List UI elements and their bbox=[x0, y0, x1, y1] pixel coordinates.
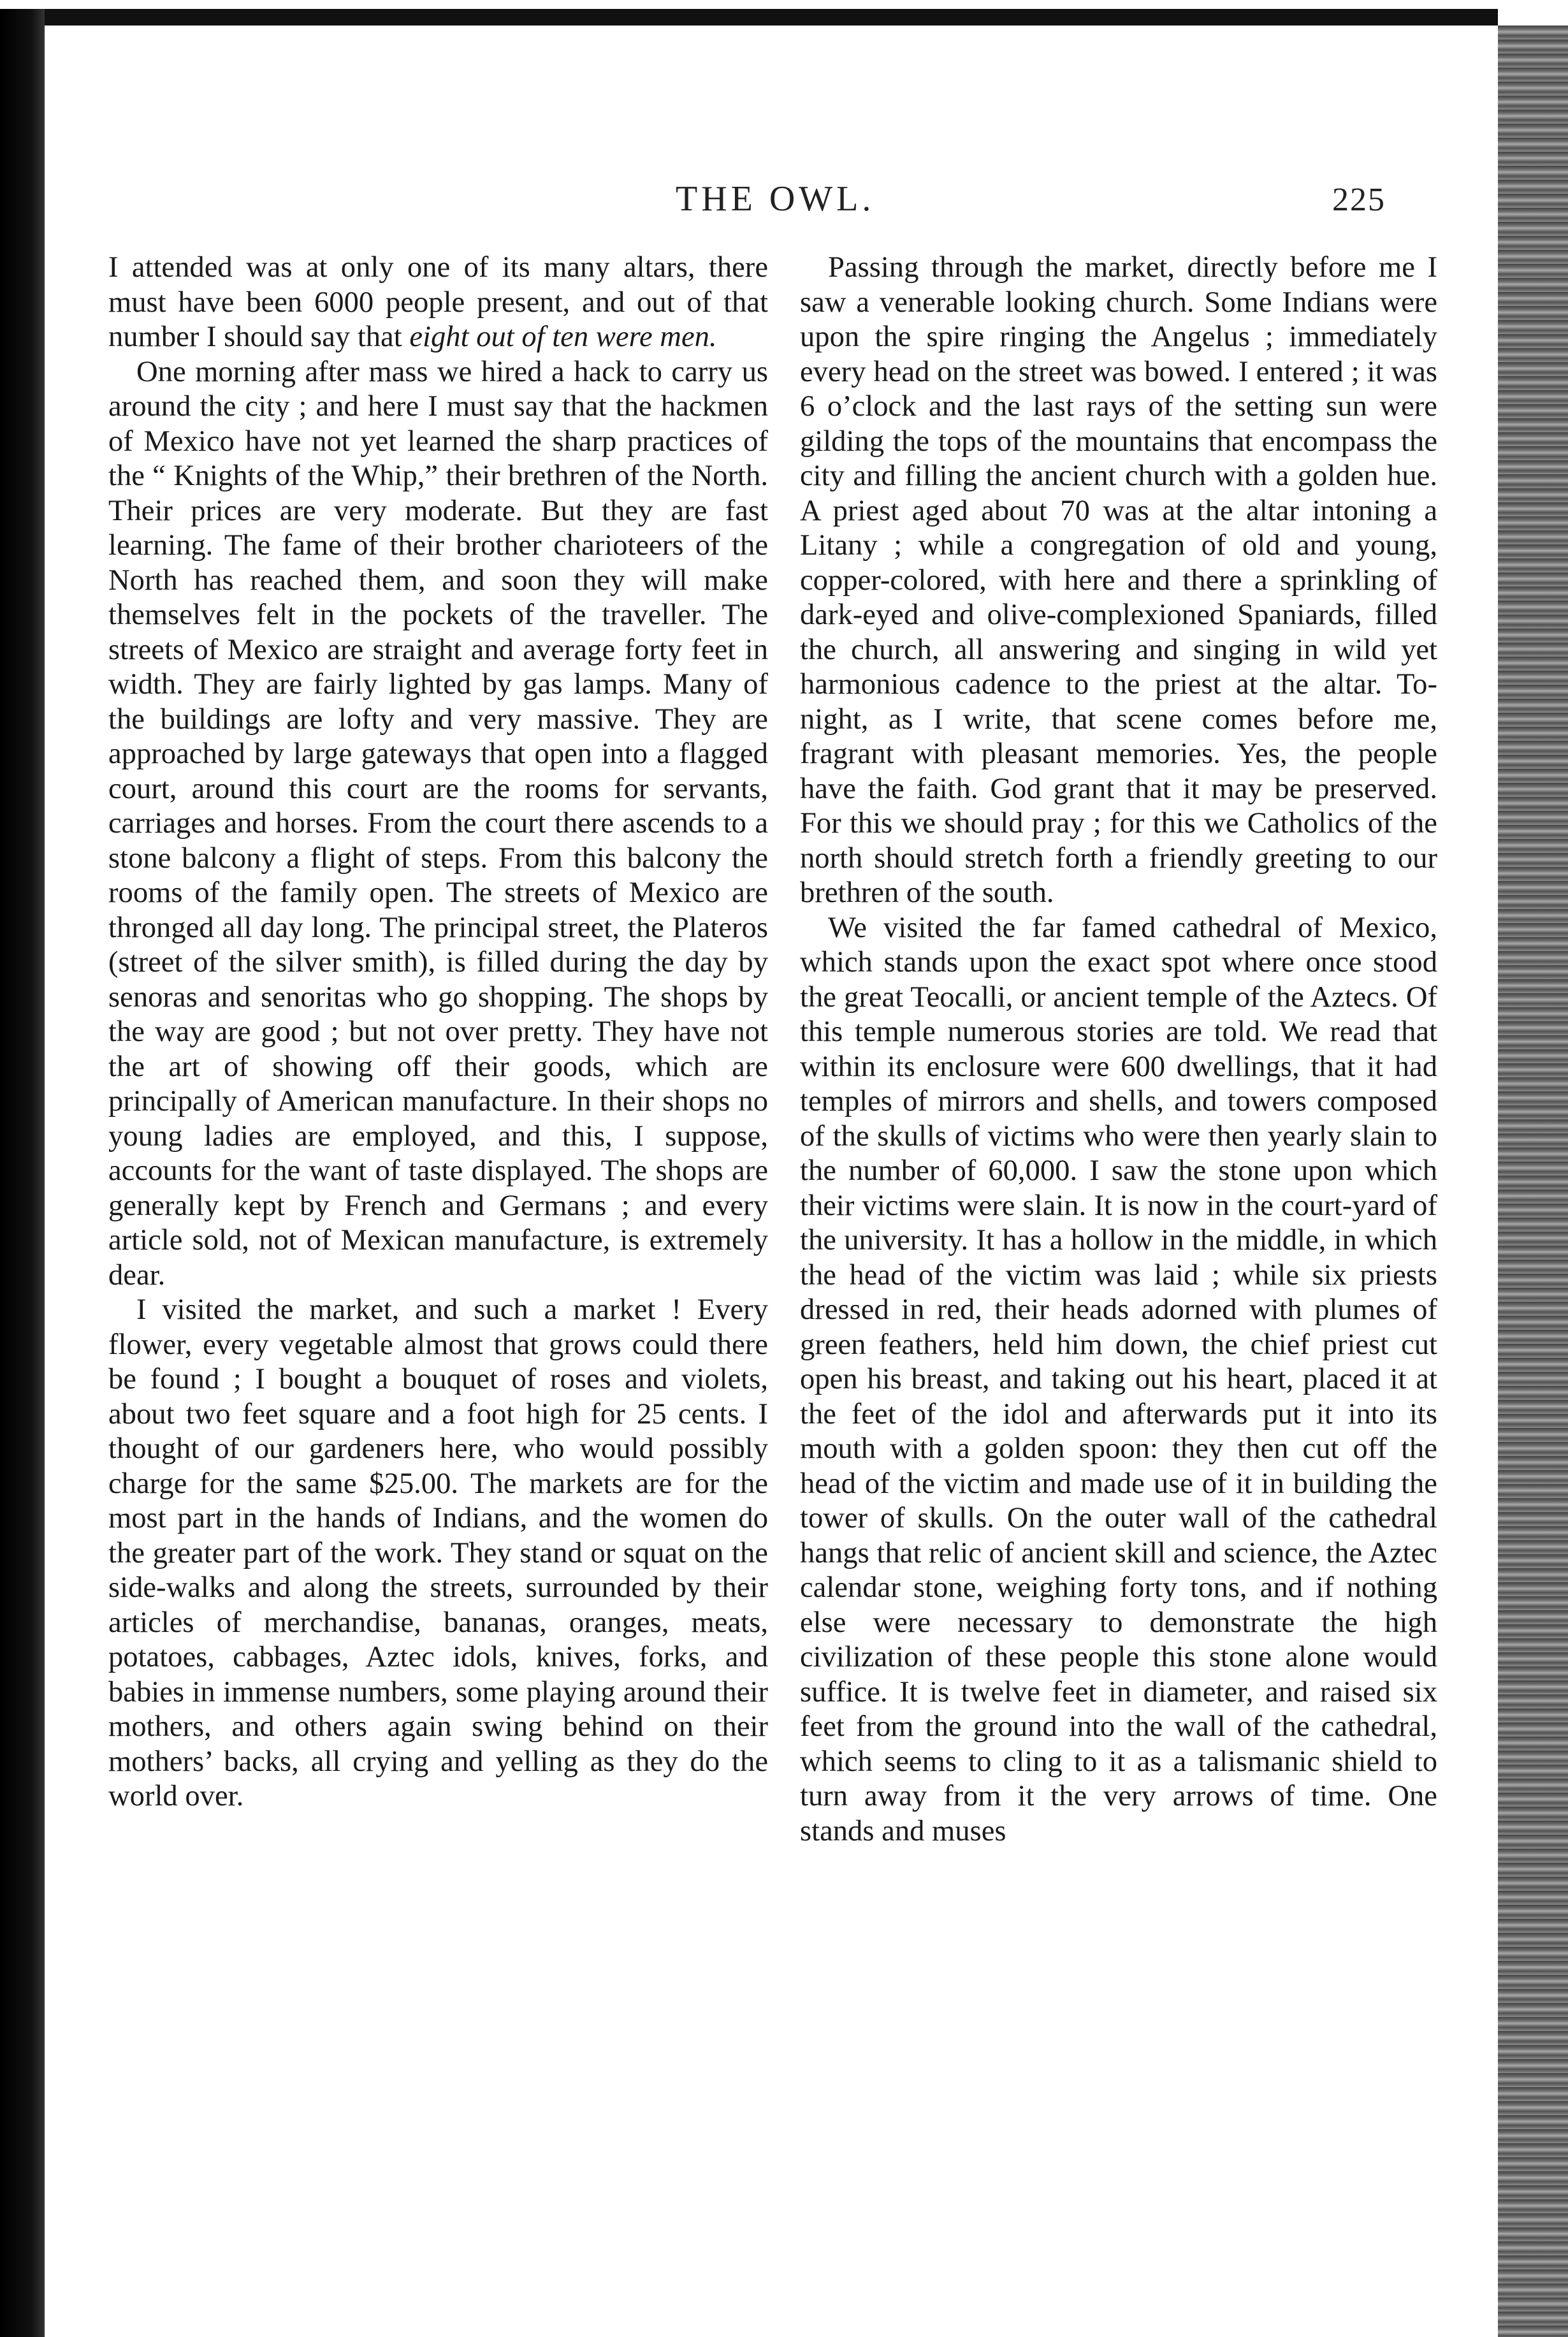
left-column bbox=[108, 250, 768, 2283]
page-number: 225 bbox=[1332, 182, 1386, 218]
paragraph: I visited the market, and such a market ! Every flower, every vegetable almost that grows could there be found ; I bought a bouquet of roses and violets, about two feet square and a foot high for 25 cents. I thought of our gardeners here, who would possibly charge for the same $25.00. The markets are for the most part in the hands of Indians, and the women do the greater part of the work. They stand or squat on the side-walks and along the streets, surrounded by their articles of merchandise, bananas, oranges, meats, potatoes, cabbages, Aztec idols, knives, forks, and babies in immense numbers, some playing around their mothers, and others again swing behind on their mothers’ backs, all crying and yelling as they do the world over. bbox=[108, 1293, 768, 1812]
paragraph: We visited the far famed cathedral of Mexico, which stands upon the exact spot where once stood the great Teocalli, or ancient temple of the Aztecs. Of this temple numerous stories are told. We read that within its enclosure were 600 dwellings, that it had temples of mirrors and shells, and towers composed of the skulls of victims who were then yearly slain to the number of 60,000. I saw the stone upon which their victims were slain. It is now in the court-yard of the university. It has a hollow in the middle, in which the head of the victim was laid ; while six priests dressed in red, their heads adorned with plumes of green feathers, held him down, the chief priest cut open his breast, and taking out his heart, placed it at the feet of the idol and afterwards put it into its mouth with a golden spoon: they then cut off the head of the victim and made use of it in building the tower of skulls. On the outer wall of the cathedral hangs that relic of ancient skill and science, the Aztec calendar stone, weighing forty tons, and if nothing else were necessary to demonstrate the high civilization of these people this stone alone would suffice. It is twelve feet in diameter, and raised six feet from the ground into the wall of the cathedral, which seems to cling to it as a talismanic shield to turn away from it the very arrows of time. One stands and muses bbox=[800, 910, 1437, 1847]
right-column bbox=[800, 250, 1437, 2283]
italic-phrase: eight out of ten were men. bbox=[409, 320, 717, 353]
top-scan-border bbox=[38, 9, 1498, 25]
right-scan-border bbox=[1498, 25, 1568, 2337]
paragraph: One morning after mass we hired a hack to carry us around the city ; and here I must say that the hackmen of Mexico have not yet learned the sharp practices of the “ Knights of the Whip,” their brethren of the North. Their prices are very moderate. But they are fast learning. The fame of their brother charioteers of the North has reached them, and soon they will make themselves felt in the pockets of the traveller. The streets of Mexico are straight and average forty feet in width. They are fairly lighted by gas lamps. Many of the buildings are lofty and very massive. They are approached by large gateways that open into a flagged court, around this court are the rooms for servants, carriages and horses. From the court there ascends to a stone balcony a flight of steps. From this balcony the rooms of the family open. The streets of Mexico are thronged all day long. The principal street, the Plateros (street of the silver smith), is filled during the day by senoras and senoritas who go shopping. The shops by the way are good ; but not over pretty. They have not the art of showing off their goods, which are principally of American manufacture. In their shops no young ladies are employed, and this, I suppose, accounts for the want of taste displayed. The shops are generally kept by French and Germans ; and every article sold, not of Mexican manufacture, is extremely dear. bbox=[108, 354, 768, 1292]
running-head bbox=[0, 178, 1568, 229]
page-title: THE OWL. bbox=[676, 179, 875, 219]
paragraph bbox=[108, 250, 768, 354]
paragraph-text: I attended was at only one of its many altars, there must have been 6000 people present, and out of that number I should say that bbox=[108, 251, 768, 353]
paragraph: Passing through the market, directly before me I saw a venerable looking church. Some Indians were upon the spire ringing the Angelus ; immediately every head on the street was bowed. I entered ; it was 6 o’clock and the last rays of the setting sun were gilding the tops of the mountains that encompass the city and filling the ancient church with a golden hue. A priest aged about 70 was at the altar intoning a Litany ; while a congregation of old and young, copper-colored, with here and there a sprinkling of dark-eyed and olive-complexioned Spaniards, filled the church, all answering and singing in wild yet harmonious cadence to the priest at the altar. To-night, as I write, that scene comes before me, fragrant with pleasant memories. Yes, the people have the faith. God grant that it may be preserved. For this we should pray ; for this we Catholics of the north should stretch forth a friendly greeting to our brethren of the south. bbox=[800, 251, 1437, 909]
left-scan-border bbox=[0, 9, 45, 2337]
